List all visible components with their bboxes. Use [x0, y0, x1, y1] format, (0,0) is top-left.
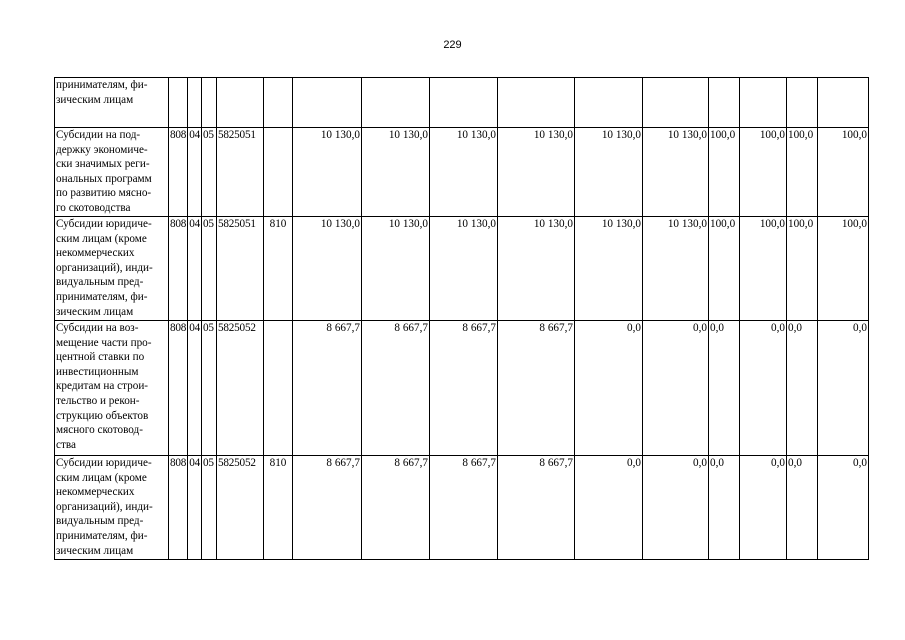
value-cell: 0,0 [574, 456, 642, 560]
percent-cell [739, 78, 786, 128]
value-cell: 8 667,7 [292, 321, 361, 456]
value-cell: 10 130,0 [429, 217, 497, 321]
vr-cell [263, 128, 292, 217]
gr-cell: 808 [169, 128, 188, 217]
table-row [55, 78, 869, 128]
table-row [55, 456, 869, 560]
value-cell: 8 667,7 [292, 456, 361, 560]
cs-cell: 5825052 [216, 456, 263, 560]
vr-cell: 810 [263, 217, 292, 321]
percent-cell: 0,0 [739, 321, 786, 456]
pr-cell: 05 [201, 321, 216, 456]
value-cell: 0,0 [642, 321, 708, 456]
gr-cell: 808 [169, 456, 188, 560]
row-name-cell: Субсидии юридиче- ским лицам (кроме некоммерческих организаций), инди- видуальным пред- принимателям, фи- зическим лицам [55, 217, 169, 321]
cs-cell: 5825052 [216, 321, 263, 456]
pr-cell [201, 78, 216, 128]
value-cell: 8 667,7 [361, 456, 429, 560]
pr-cell: 05 [201, 456, 216, 560]
vr-cell: 810 [263, 456, 292, 560]
table-row [55, 128, 869, 217]
vr-cell [263, 321, 292, 456]
table-row [55, 321, 869, 456]
page-number: 229 [443, 39, 462, 51]
value-cell: 10 130,0 [574, 217, 642, 321]
percent-cell: 100,0 [817, 128, 868, 217]
percent-cell [786, 78, 817, 128]
value-cell: 8 667,7 [497, 321, 574, 456]
value-cell: 10 130,0 [574, 128, 642, 217]
rz-cell: 04 [188, 128, 202, 217]
percent-cell: 0,0 [739, 456, 786, 560]
value-cell [361, 78, 429, 128]
percent-cell: 0,0 [786, 321, 817, 456]
rz-cell [188, 78, 202, 128]
row-name-cell: Субсидии на воз- мещение части про- центной ставки по инвестиционным кредитам на строи- тельство и рекон- струкцию объектов мясного скотовод- ства [55, 321, 169, 456]
value-cell [292, 78, 361, 128]
table-row [55, 217, 869, 321]
percent-cell: 100,0 [786, 217, 817, 321]
row-name-cell: Субсидии юридиче- ским лицам (кроме некоммерческих организаций), инди- видуальным пред- принимателям, фи- зическим лицам [55, 456, 169, 560]
percent-cell [708, 78, 739, 128]
value-cell: 8 667,7 [497, 456, 574, 560]
value-cell: 10 130,0 [642, 217, 708, 321]
vr-cell [263, 78, 292, 128]
pr-cell: 05 [201, 128, 216, 217]
gr-cell: 808 [169, 321, 188, 456]
value-cell: 10 130,0 [292, 128, 361, 217]
value-cell: 0,0 [642, 456, 708, 560]
pr-cell: 05 [201, 217, 216, 321]
percent-cell: 0,0 [786, 456, 817, 560]
gr-cell [169, 78, 188, 128]
value-cell: 8 667,7 [429, 456, 497, 560]
percent-cell [817, 78, 868, 128]
value-cell [497, 78, 574, 128]
percent-cell: 0,0 [708, 456, 739, 560]
budget-table [54, 77, 869, 560]
percent-cell: 100,0 [739, 128, 786, 217]
rz-cell: 04 [188, 217, 202, 321]
percent-cell: 100,0 [708, 217, 739, 321]
value-cell: 8 667,7 [361, 321, 429, 456]
percent-cell: 0,0 [817, 321, 868, 456]
value-cell: 10 130,0 [361, 128, 429, 217]
table-body [55, 78, 869, 560]
row-name-cell: Субсидии на под- держку экономиче- ски значимых реги- ональных программ по развитию мясно- го скотоводства [55, 128, 169, 217]
percent-cell: 0,0 [708, 321, 739, 456]
value-cell: 10 130,0 [642, 128, 708, 217]
value-cell: 10 130,0 [292, 217, 361, 321]
rz-cell: 04 [188, 321, 202, 456]
value-cell [574, 78, 642, 128]
value-cell: 8 667,7 [429, 321, 497, 456]
value-cell: 10 130,0 [497, 128, 574, 217]
value-cell [429, 78, 497, 128]
percent-cell: 100,0 [786, 128, 817, 217]
percent-cell: 100,0 [817, 217, 868, 321]
value-cell: 10 130,0 [429, 128, 497, 217]
value-cell [642, 78, 708, 128]
cs-cell: 5825051 [216, 217, 263, 321]
cs-cell [216, 78, 263, 128]
value-cell: 10 130,0 [497, 217, 574, 321]
value-cell: 10 130,0 [361, 217, 429, 321]
cs-cell: 5825051 [216, 128, 263, 217]
row-name-cell: принимателям, фи- зическим лицам [55, 78, 169, 128]
percent-cell: 100,0 [708, 128, 739, 217]
percent-cell: 100,0 [739, 217, 786, 321]
rz-cell: 04 [188, 456, 202, 560]
gr-cell: 808 [169, 217, 188, 321]
value-cell: 0,0 [574, 321, 642, 456]
percent-cell: 0,0 [817, 456, 868, 560]
